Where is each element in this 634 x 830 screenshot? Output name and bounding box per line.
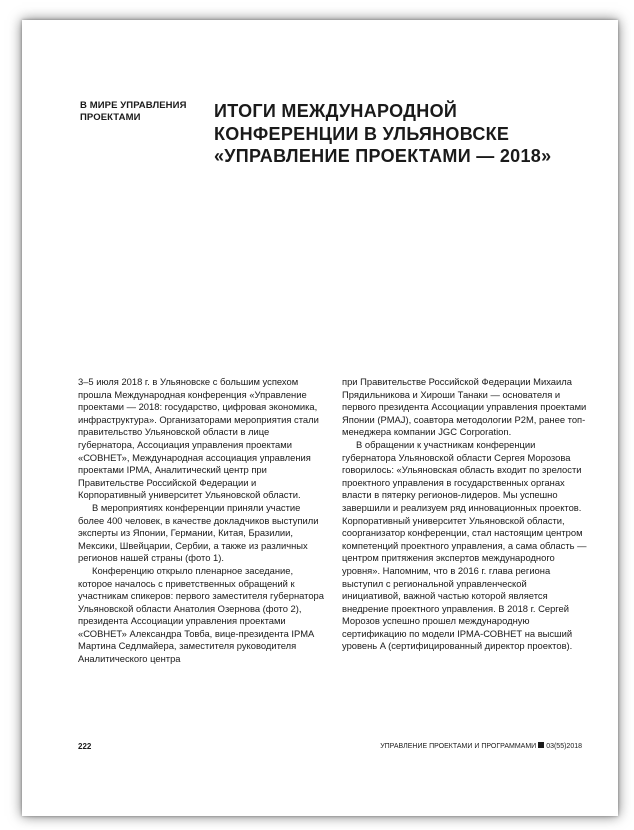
- page-number: 222: [78, 742, 92, 751]
- journal-name: УПРАВЛЕНИЕ ПРОЕКТАМИ И ПРОГРАММАМИ: [380, 743, 537, 750]
- paragraph: при Правительстве Российской Федерации Михаила Прядильникова и Хироши Танаки — основателя и первого президента Ассоциации управления проектами Японии (PMAJ), соавтора методологии P2M, ранее топ-менеджера компании JGC Corporation.: [342, 376, 587, 438]
- paragraph: Конференцию открыло пленарное заседание, которое началось с приветственных обращений к участникам спикеров: первого заместителя губернатора Ульяновской области Анатолия Озернова (фото 2), президента Ассоциации управления проектами «СОВНЕТ» Александра Товба, вице-президента IPMA Мартина Седлмайера, заместителя руководителя Аналитического центра: [78, 564, 324, 665]
- journal-issue: 03(55)2018: [546, 743, 582, 750]
- paragraph: 3–5 июля 2018 г. в Ульяновске с большим успехом прошла Международная конференция «Управление проектами — 2018: государство, цифровая экономика, инфраструктура». Организаторами мероприятия стали правительство Ульяновской области в лице губернатора, Ассоциация управления проектами «СОВНЕТ», Международная ассоциация управления проектами IPMA, Аналитический центр при Правительстве Российской Федерации и Корпоративный университет Ульяновской области.: [78, 376, 319, 501]
- square-separator-icon: [538, 742, 544, 748]
- article-title: ИТОГИ МЕЖДУНАРОДНОЙ КОНФЕРЕНЦИИ В УЛЬЯНОВСКЕ «УПРАВЛЕНИЕ ПРОЕКТАМИ — 2018»: [214, 101, 552, 166]
- document-page: [22, 20, 618, 816]
- text-column-right: [342, 376, 588, 653]
- section-label: В МИРЕ УПРАВЛЕНИЯ ПРОЕКТАМИ: [80, 100, 187, 123]
- text-column-left: [78, 376, 324, 666]
- paragraph: В мероприятиях конференции приняли участие более 400 человек, в качестве докладчиков выступили эксперты из Японии, Германии, Китая, Бразилии, Мексики, Швейцарии, Сербии, а также из различных регионов нашей страны (фото 1).: [78, 501, 319, 564]
- paragraph: В обращении к участникам конференции губернатора Ульяновской области Сергея Морозова говорилось: «Ульяновская область входит по зрелости проектного управления в государственных органах власти в пятерку регионов-лидеров. Мы успешно завершили и реализуем ряд инновационных проектов. Корпоративный университет Ульяновской области, соорганизатор конференции, стал настоящим центром компетенций проектного управления, а сама область — центром притяжения экспертов международного уровня». Напомним, что в 2016 г. глава региона выступил с региональной управленческой инициативой, важной частью которой является внедрение проектного управления. В 2018 г. Сергей Морозов успешно прошел международную сертификацию по модели IPMA-СОВНЕТ на высший уровень A (сертифицированный директор проектов).: [342, 438, 587, 652]
- journal-footer: [380, 742, 582, 750]
